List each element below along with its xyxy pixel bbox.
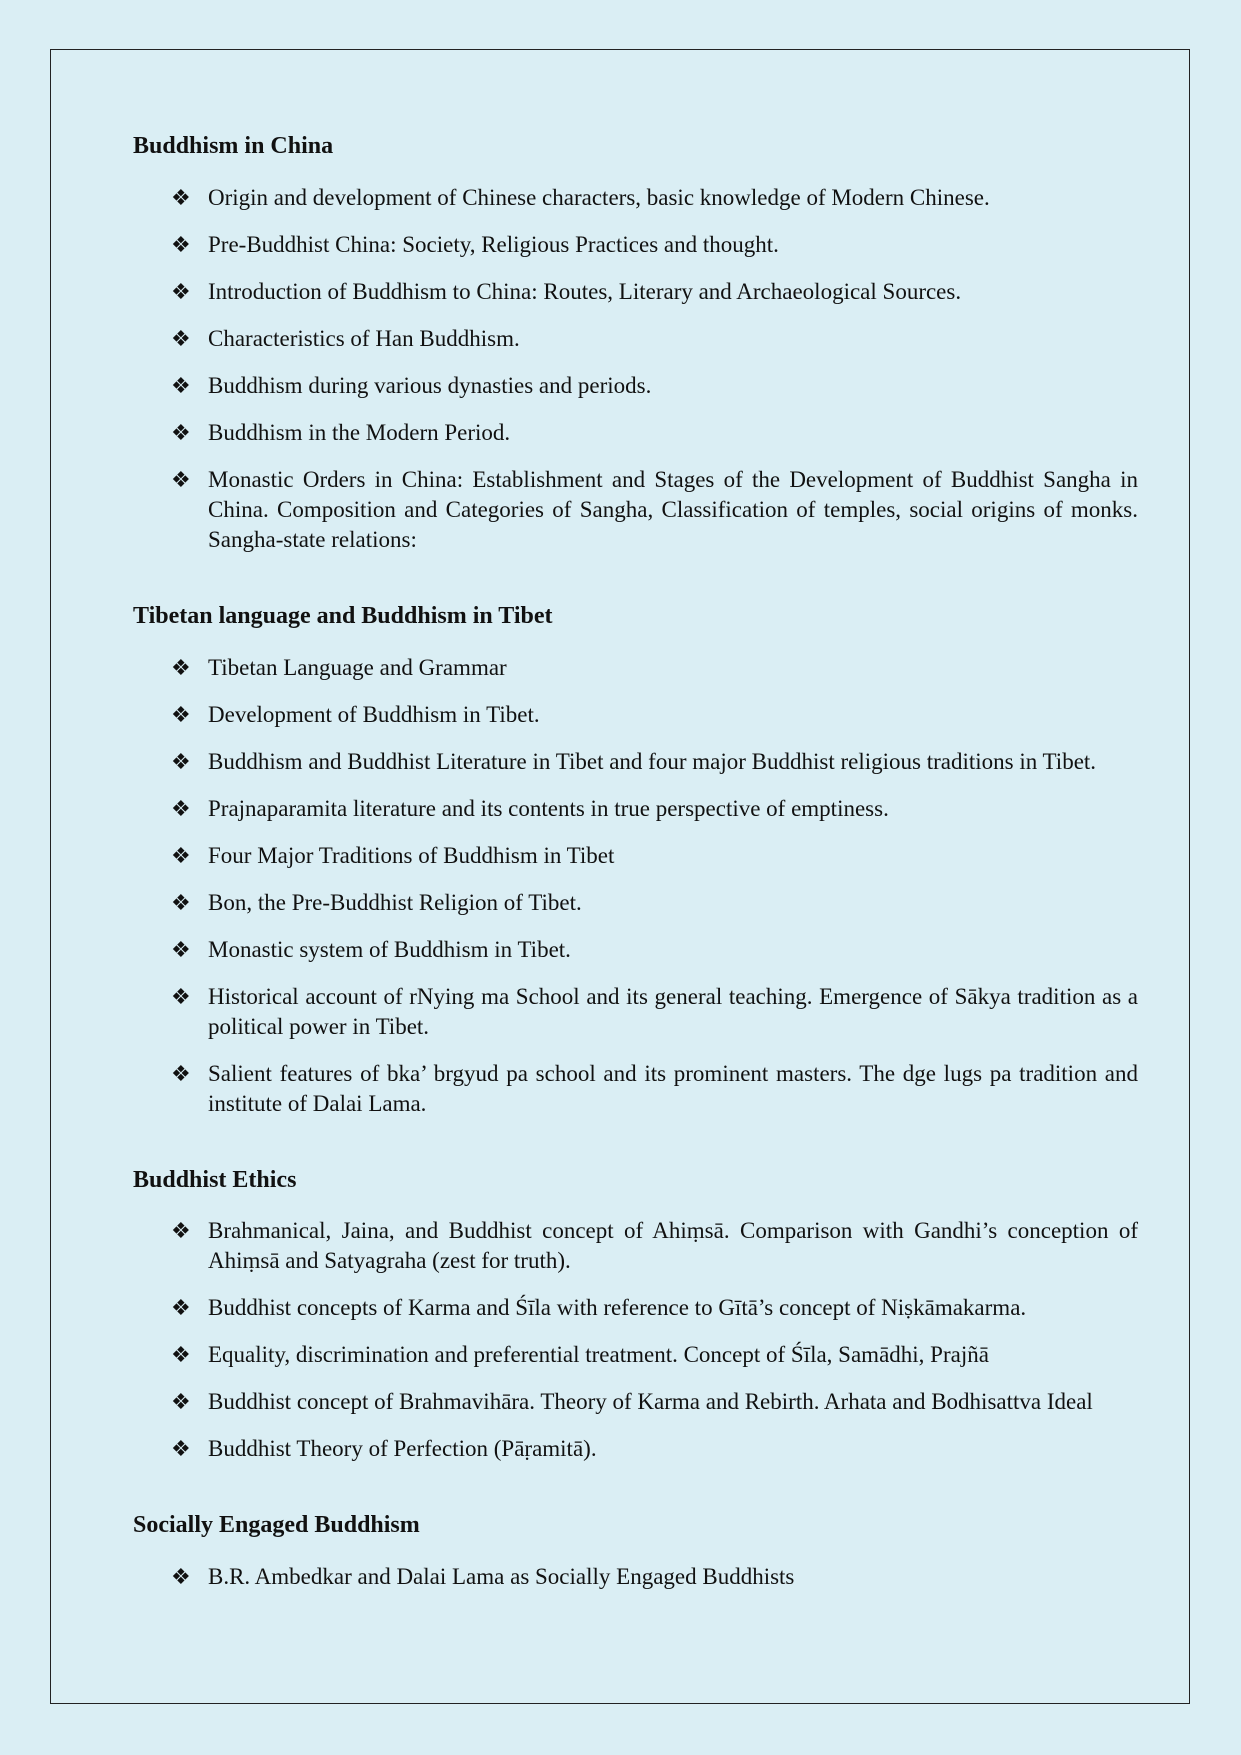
section-buddhism-in-china bbox=[133, 132, 1138, 555]
list-item-text: Pre-Buddhist China: Society, Religious Practices and thought. bbox=[208, 231, 779, 257]
section-heading: Buddhist Ethics bbox=[133, 1166, 297, 1193]
list-item-text: Buddhist Theory of Perfection (Pāṛamitā). bbox=[208, 1436, 597, 1462]
list-item bbox=[133, 1340, 1138, 1370]
document-content bbox=[133, 132, 1138, 1592]
list-item-text: Equality, discrimination and preferential treatment. Concept of Śīla, Samādhi, Prajñā bbox=[208, 1342, 989, 1368]
bullet-list bbox=[133, 183, 1138, 555]
list-item bbox=[133, 653, 1138, 683]
diamond-bullet-icon: ❖ bbox=[171, 372, 191, 398]
list-item-text: Four Major Traditions of Buddhism in Tibet bbox=[208, 842, 615, 868]
list-item-text: Development of Buddhism in Tibet. bbox=[208, 701, 540, 727]
diamond-bullet-icon: ❖ bbox=[171, 1389, 191, 1415]
list-item-text: Buddhism and Buddhist Literature in Tibet and four major Buddhist religious traditions in Tibet. bbox=[208, 748, 1097, 774]
list-item bbox=[133, 418, 1138, 448]
bullet-list bbox=[133, 653, 1138, 1119]
list-item bbox=[133, 371, 1138, 401]
list-item bbox=[133, 794, 1138, 824]
diamond-bullet-icon: ❖ bbox=[171, 654, 191, 680]
list-item-text: Origin and development of Chinese characters, basic knowledge of Modern Chinese. bbox=[208, 184, 990, 210]
diamond-bullet-icon: ❖ bbox=[171, 1342, 191, 1368]
diamond-bullet-icon: ❖ bbox=[171, 842, 191, 868]
list-item-text: Historical account of rNying ma School and its general teaching. Emergence of Sākya tradition as a political power in Tibet. bbox=[208, 983, 1138, 1039]
list-item-text: Introduction of Buddhism to China: Routes, Literary and Archaeological Sources. bbox=[208, 278, 962, 304]
diamond-bullet-icon: ❖ bbox=[171, 1060, 191, 1086]
diamond-bullet-icon: ❖ bbox=[171, 701, 191, 727]
diamond-bullet-icon: ❖ bbox=[171, 748, 191, 774]
diamond-bullet-icon: ❖ bbox=[171, 231, 191, 257]
section-socially-engaged-buddhism bbox=[133, 1511, 1138, 1592]
list-item bbox=[133, 888, 1138, 918]
list-item bbox=[133, 183, 1138, 213]
diamond-bullet-icon: ❖ bbox=[171, 1436, 191, 1462]
list-item-text: Buddhist concept of Brahmavihāra. Theory of Karma and Rebirth. Arhata and Bodhisattva Ideal bbox=[208, 1389, 1093, 1415]
list-item-text: Bon, the Pre-Buddhist Religion of Tibet. bbox=[208, 889, 582, 915]
list-item-text: Monastic system of Buddhism in Tibet. bbox=[208, 936, 571, 962]
list-item-text: Monastic Orders in China: Establishment and Stages of the Development of Buddhist Sangha in China. Composition and Categories of Sangha, Classification of temples, social origins of monks. Sangha-state relations: bbox=[208, 466, 1138, 552]
list-item bbox=[133, 700, 1138, 730]
diamond-bullet-icon: ❖ bbox=[171, 1564, 191, 1590]
list-item bbox=[133, 1059, 1138, 1119]
list-item bbox=[133, 1434, 1138, 1464]
list-item-text: Buddhism during various dynasties and periods. bbox=[208, 372, 652, 398]
list-item bbox=[133, 1562, 1138, 1592]
section-tibetan-language bbox=[133, 602, 1138, 1119]
section-buddhist-ethics bbox=[133, 1166, 1138, 1465]
diamond-bullet-icon: ❖ bbox=[171, 278, 191, 304]
diamond-bullet-icon: ❖ bbox=[171, 419, 191, 445]
list-item bbox=[133, 324, 1138, 354]
diamond-bullet-icon: ❖ bbox=[171, 466, 191, 492]
list-item bbox=[133, 465, 1138, 555]
diamond-bullet-icon: ❖ bbox=[171, 983, 191, 1009]
section-heading: Tibetan language and Buddhism in Tibet bbox=[133, 602, 553, 629]
diamond-bullet-icon: ❖ bbox=[171, 184, 191, 210]
list-item-text: B.R. Ambedkar and Dalai Lama as Socially Engaged Buddhists bbox=[208, 1564, 795, 1590]
section-heading: Socially Engaged Buddhism bbox=[133, 1512, 420, 1539]
list-item bbox=[133, 1293, 1138, 1323]
list-item-text: Buddhism in the Modern Period. bbox=[208, 419, 511, 445]
diamond-bullet-icon: ❖ bbox=[171, 795, 191, 821]
list-item bbox=[133, 747, 1138, 777]
list-item bbox=[133, 935, 1138, 965]
list-item-text: Prajnaparamita literature and its contents in true perspective of emptiness. bbox=[208, 795, 889, 821]
diamond-bullet-icon: ❖ bbox=[171, 1295, 191, 1321]
list-item bbox=[133, 1216, 1138, 1276]
list-item bbox=[133, 841, 1138, 871]
list-item-text: Buddhist concepts of Karma and Śīla with reference to Gītā’s concept of Niṣkāmakarma. bbox=[208, 1295, 1027, 1321]
list-item bbox=[133, 230, 1138, 260]
list-item bbox=[133, 982, 1138, 1042]
list-item bbox=[133, 1387, 1138, 1417]
diamond-bullet-icon: ❖ bbox=[171, 936, 191, 962]
diamond-bullet-icon: ❖ bbox=[171, 325, 191, 351]
section-heading: Buddhism in China bbox=[133, 133, 334, 159]
bullet-list bbox=[133, 1216, 1138, 1464]
list-item-text: Salient features of bka’ brgyud pa school and its prominent masters. The dge lugs pa tradition and institute of Dalai Lama. bbox=[208, 1060, 1138, 1116]
list-item-text: Characteristics of Han Buddhism. bbox=[208, 325, 520, 351]
list-item-text: Tibetan Language and Grammar bbox=[208, 654, 507, 680]
list-item-text: Brahmanical, Jaina, and Buddhist concept of Ahiṃsā. Comparison with Gandhi’s conception of Ahiṃsā and Satyagraha (zest for truth). bbox=[208, 1218, 1138, 1274]
diamond-bullet-icon: ❖ bbox=[171, 889, 191, 915]
list-item bbox=[133, 277, 1138, 307]
diamond-bullet-icon: ❖ bbox=[171, 1218, 191, 1244]
bullet-list bbox=[133, 1562, 1138, 1592]
